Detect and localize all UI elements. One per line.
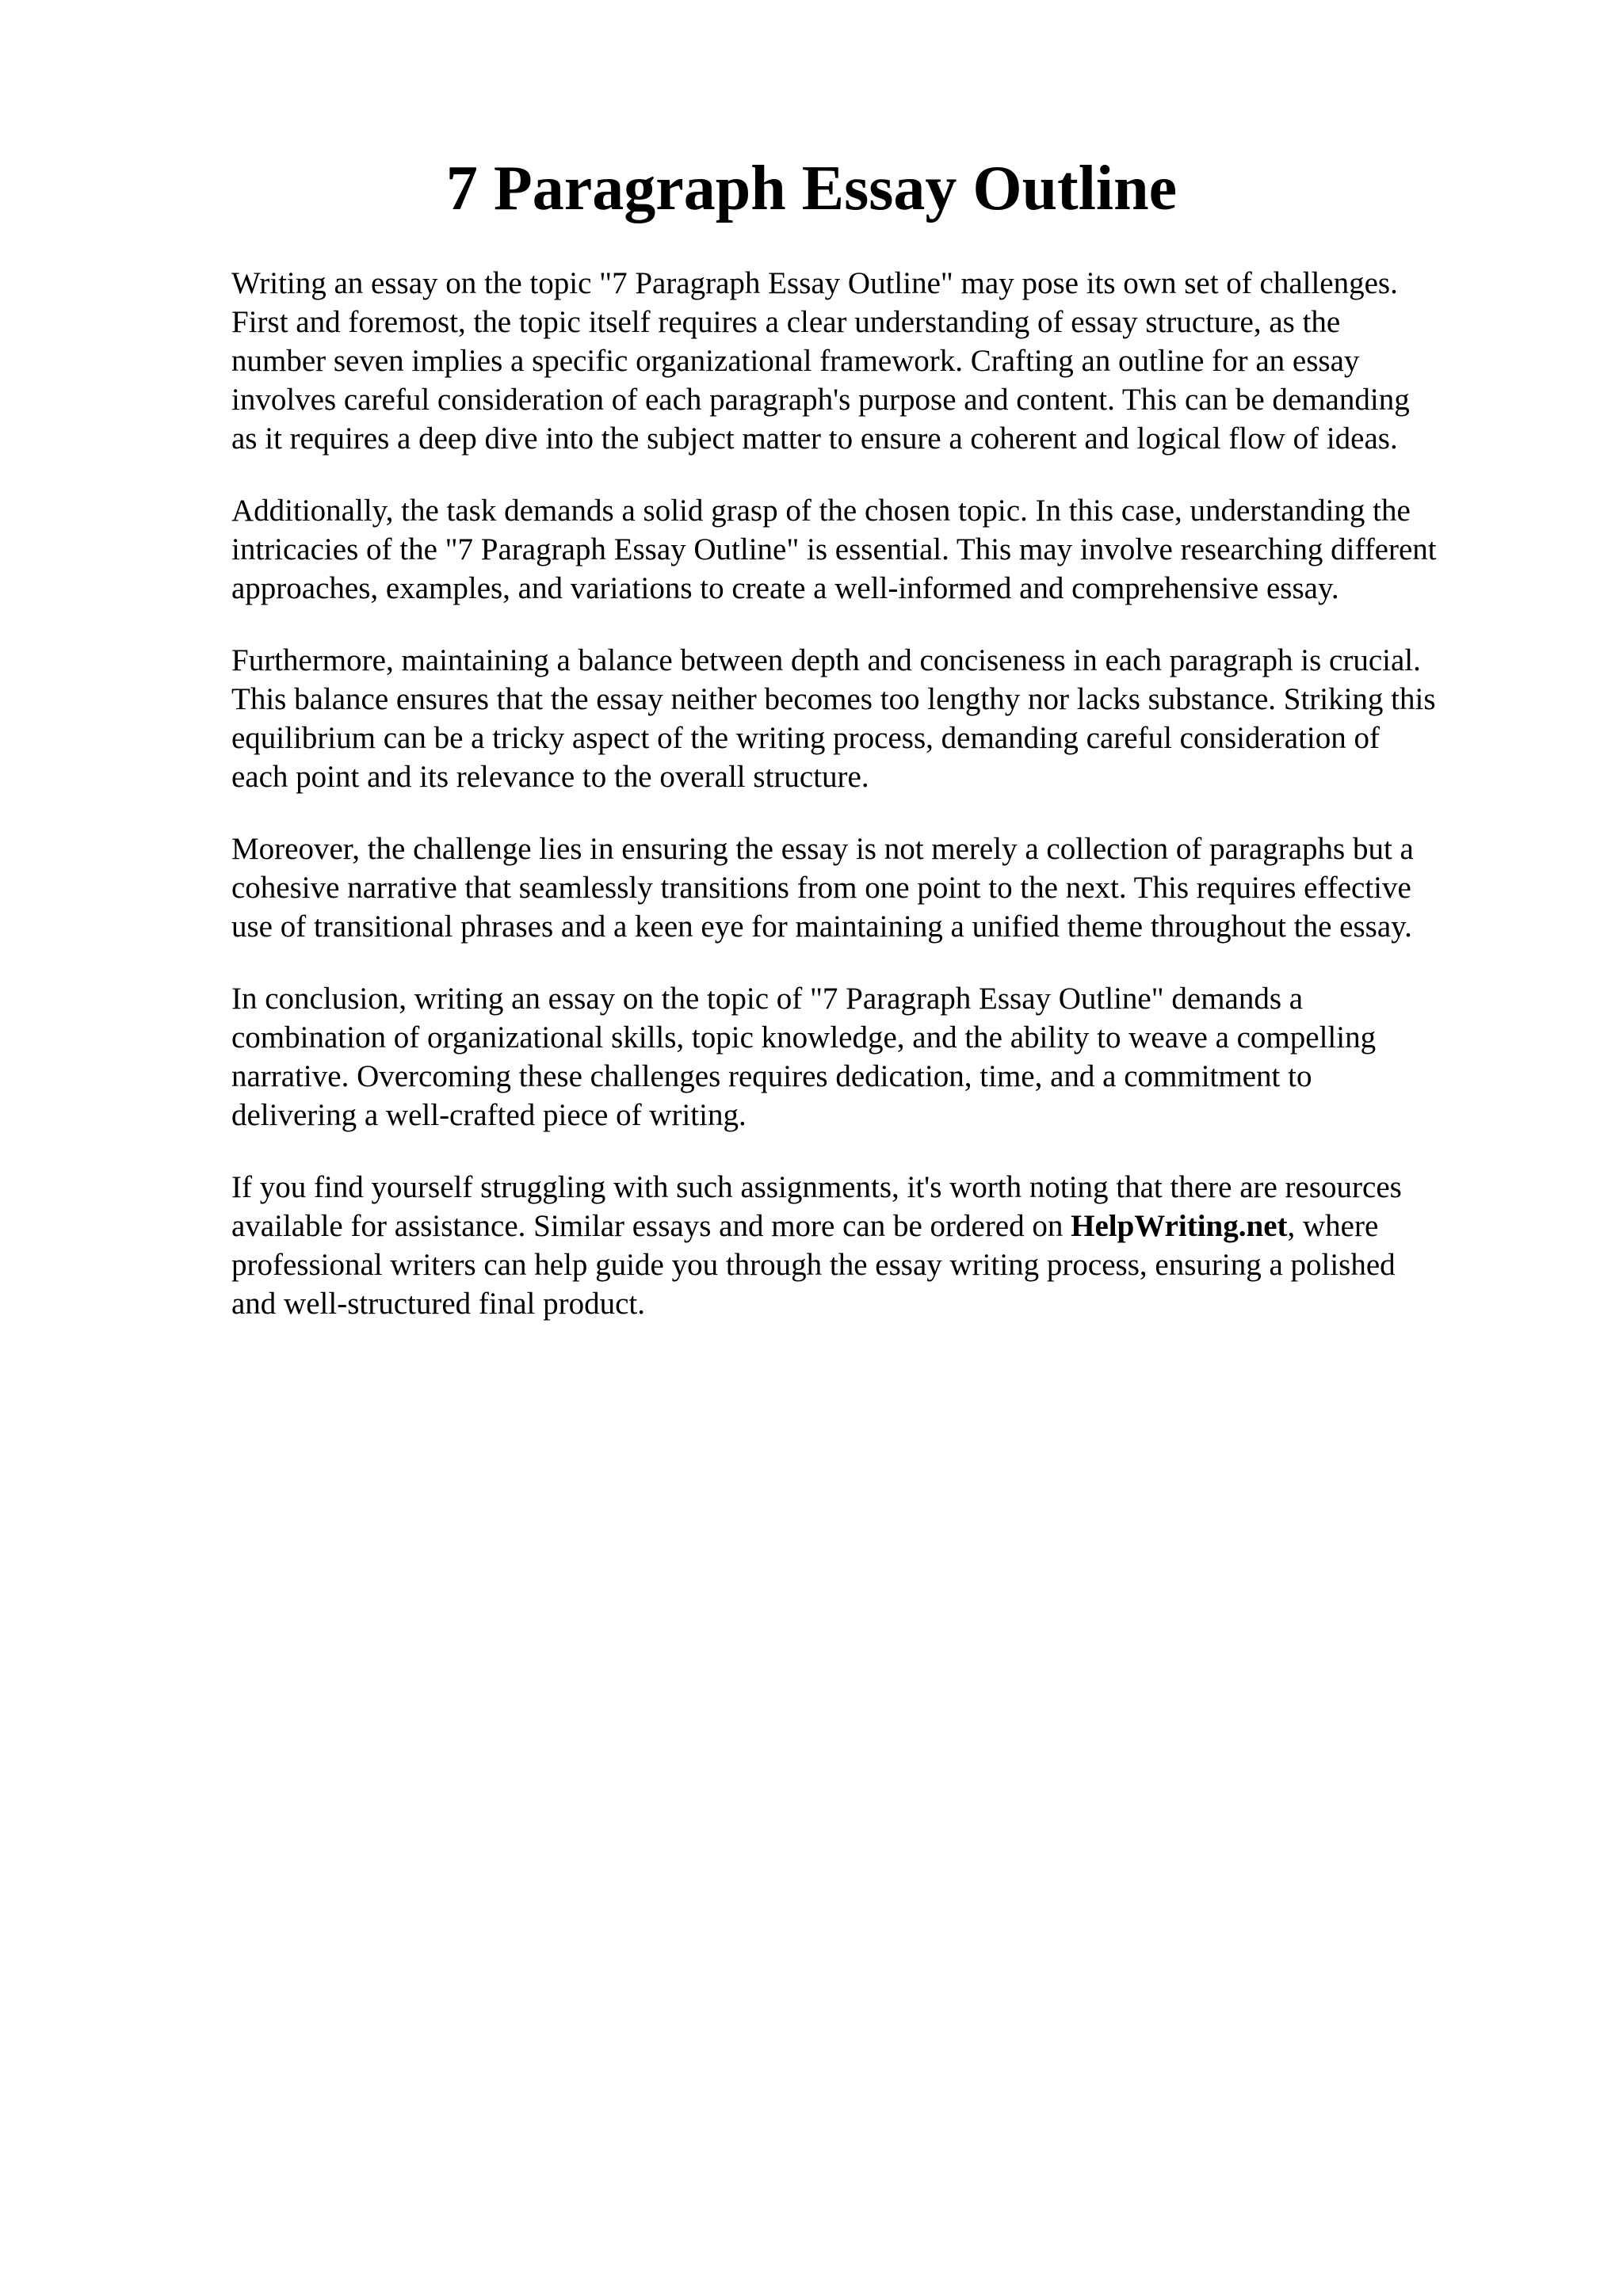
text-line: equilibrium can be a tricky aspect of the writing process, demanding careful consideration of	[231, 721, 1380, 755]
text-line: as it requires a deep dive into the subject matter to ensure a coherent and logical flow of ideas.	[231, 421, 1398, 456]
text-line: each point and its relevance to the overall structure.	[231, 760, 869, 794]
text-line: delivering a well-crafted piece of writing.	[231, 1098, 747, 1132]
text-line: involves careful consideration of each paragraph's purpose and content. This can be demanding	[231, 383, 1410, 417]
paragraph-additionally	[231, 491, 1531, 608]
text-line: In conclusion, writing an essay on the topic of "7 Paragraph Essay Outline" demands a	[231, 982, 1304, 1016]
text-line: Moreover, the challenge lies in ensuring the essay is not merely a collection of paragraphs but a	[231, 832, 1414, 866]
text-line: Additionally, the task demands a solid grasp of the chosen topic. In this case, understanding the	[231, 494, 1411, 528]
text-segment: , where	[1287, 1209, 1379, 1243]
paragraph-conclusion	[231, 979, 1531, 1135]
text-line: number seven implies a specific organizational framework. Crafting an outline for an essay	[231, 344, 1360, 378]
text-line: cohesive narrative that seamlessly transitions from one point to the next. This requires effective	[231, 871, 1411, 905]
text-line: and well-structured final product.	[231, 1287, 645, 1321]
document-body	[231, 264, 1531, 1356]
text-line: If you find yourself struggling with such assignments, it's worth noting that there are resources	[231, 1170, 1402, 1204]
text-segment: available for assistance. Similar essays and more can be ordered on	[231, 1209, 1071, 1243]
text-line-with-brand	[231, 1207, 1531, 1245]
paragraph-intro	[231, 264, 1531, 458]
text-line: narrative. Overcoming these challenges requires dedication, time, and a commitment to	[231, 1059, 1312, 1093]
text-line: professional writers can help guide you through the essay writing process, ensuring a polished	[231, 1248, 1396, 1282]
text-line: combination of organizational skills, topic knowledge, and the ability to weave a compelling	[231, 1020, 1377, 1055]
paragraph-closing	[231, 1168, 1531, 1323]
brand-name: HelpWriting.net	[1071, 1209, 1288, 1243]
text-line: This balance ensures that the essay neither becomes too lengthy nor lacks substance. Striking this	[231, 682, 1436, 716]
text-line: Writing an essay on the topic "7 Paragraph Essay Outline" may pose its own set of challenges.	[231, 266, 1398, 300]
document-title: 7 Paragraph Essay Outline	[445, 154, 1178, 223]
text-line: First and foremost, the topic itself requires a clear understanding of essay structure, as the	[231, 305, 1341, 339]
paragraph-furthermore	[231, 641, 1531, 796]
text-line: approaches, examples, and variations to create a well-informed and comprehensive essay.	[231, 571, 1339, 605]
paragraph-moreover	[231, 830, 1531, 946]
text-line: use of transitional phrases and a keen eye for maintaining a unified theme throughout the essay.	[231, 910, 1412, 944]
text-line: intricacies of the "7 Paragraph Essay Outline" is essential. This may involve researching different	[231, 532, 1437, 566]
text-line: Furthermore, maintaining a balance between depth and conciseness in each paragraph is crucial.	[231, 643, 1421, 677]
